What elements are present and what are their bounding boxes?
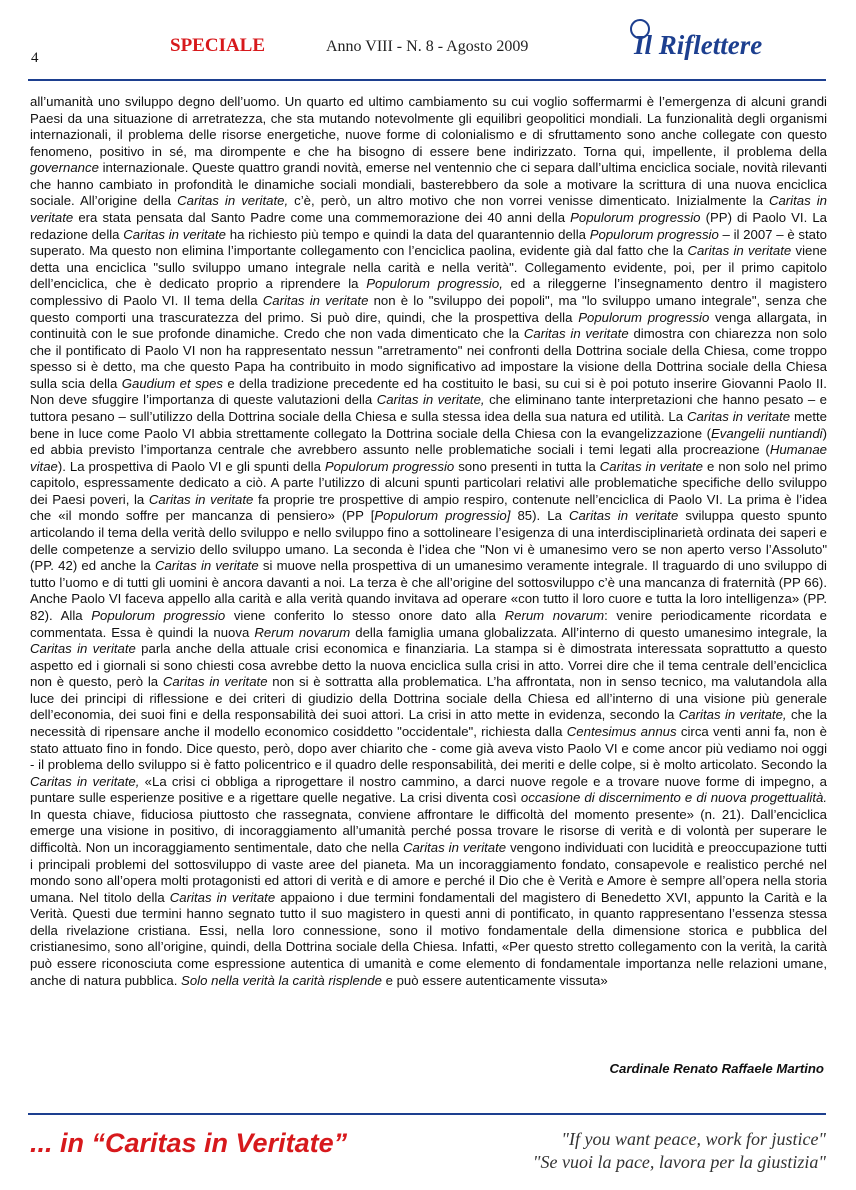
- text-run: sviluppa questo spunto articolando il tema della verità dello sviluppo e nello sviluppo fino a sottolineare l’esigenza di una interdisciplinarietà ordinata dei saperi e delle competenze a servizio dello sviluppo umano. La seconda è l’idea che "Non vi è umanesimo vero se non aperto verso l’Assoluto" (PP. 42) ed anche la: [30, 508, 828, 574]
- article-paragraph: [30, 94, 827, 989]
- italic-run: Caritas in veritate: [148, 491, 254, 507]
- italic-run: governance: [30, 160, 99, 176]
- footer-rule: [28, 1113, 826, 1115]
- text-run: e della tradizione precedente ed ha costituito le basi, su cui si è poi potuto inserire Giovanni Paolo II. Non deve sfuggire l’importanza di queste valutazioni della: [30, 375, 827, 408]
- italic-run: Caritas in veritate,: [177, 193, 289, 209]
- masthead-title: Il Riflettere: [634, 30, 763, 60]
- italic-run: Populorum progressio: [578, 309, 710, 325]
- italic-run: Populorum progressio: [589, 226, 719, 242]
- footer-title: ... in “Caritas in Veritate”: [30, 1128, 348, 1158]
- text-run: della famiglia umana globalizzata. All’interno di questo umanesimo integrale, la: [350, 624, 827, 640]
- italic-run: Caritas in veritate: [687, 408, 791, 424]
- text-run: dimostra con chiarezza non solo che il pontificato di Paolo VI non ha rappresentato nessun "arretramento" nei confronti della Dottrina sociale della Chiesa, come troppo spesso si è detto, ma che questo Papa ha contribuito in modo significativo ad impostare la visione della Dottrina sociale della Chiesa sulla scia della: [30, 326, 827, 391]
- text-run: internazionale. Queste quattro grandi novità, emerse nel ventennio che ci separa dall’ultima enciclica sociale, novità rilevanti che hanno cambiato in profondità le dinamiche sociali mondiali, basterebbero da sole a motivare la scrittura di una nuova enciclica sociale. All’origine della: [30, 160, 827, 209]
- text-run: – il 2007 – è stato superato. Ma questo non elimina l’importante collegamento con l’enciclica paolina, evidente già dal fatto che la: [30, 226, 827, 259]
- text-run: mette bene in luce come Paolo VI abbia strettamente collegato la Dottrina sociale della Chiesa con la evangelizzazione (: [30, 408, 827, 441]
- header-rule: [28, 79, 826, 81]
- italic-run: Populorum progressio: [324, 458, 455, 474]
- italic-run: Gaudium et spes: [121, 375, 223, 391]
- text-run: non è lo "sviluppo dei popoli", ma "lo sviluppo umano integrale", senza che questo comporti una trascuratezza del primo. Si può dire, quindi, che la prospettiva della: [30, 292, 827, 325]
- text-run: sono presenti in tutta la: [454, 458, 600, 474]
- text-run: parla anche della attuale crisi economica e finanziaria. La stampa si è dimostrata interessata soprattutto a questo aspetto ed i giornali si sono chiesti cosa avrebbe detto la nuova enciclica sulla crisi in atto. Vorrei dire che il tema centrale dell’enciclica non è questo, però la: [30, 641, 828, 690]
- italic-run: Caritas in veritate: [30, 193, 828, 226]
- italic-run: occasione di discernimento e di nuova progettualità.: [520, 790, 827, 806]
- italic-run: Rerum novarum: [504, 607, 605, 623]
- text-run: non si è sottratta alla problematica. L’ha affrontata, non in senso tecnico, ma valutandola alla luce dei principi di riflessione e dei criteri di giudizio della Dottrina sociale della Chiesa ed all’interno di una visione più generale dell’economia, dei suoi fini e della responsabilità dei suoi attori. La crisi in atto mette in evidenza, secondo la: [30, 674, 828, 723]
- masthead-logo: [618, 26, 828, 66]
- text-run: «La crisi ci obbliga a riprogettare il nostro cammino, a darci nuove regole e a trovare nuove forme di impegno, a puntare sulle esperienze positive e a rigettare quelle negative. La crisi diventa così: [30, 773, 827, 806]
- italic-run: Caritas in veritate: [687, 243, 792, 259]
- text-run: viene detta una enciclica "sullo sviluppo umano integrale nella carità e nella verità". Collegamento evidente, poi, per il primo capitolo dell’enciclica, che è dedicato proprio a riprendere la: [30, 243, 828, 292]
- italic-run: Populorum progressio: [570, 210, 701, 226]
- italic-run: Evangelii nuntiandi: [711, 425, 823, 441]
- text-run: ed a rileggerne l’insegnamento dentro il magistero complessivo di Paolo VI. Il tema della: [30, 276, 827, 308]
- italic-run: Caritas in veritate: [30, 641, 136, 657]
- italic-run: Humanae vitae: [30, 442, 827, 474]
- text-run: : venire periodicamente ricordata e commentata. Essa è quindi la nuova: [30, 607, 827, 640]
- issue-info: Anno VIII - N. 8 - Agosto 2009: [326, 38, 529, 55]
- italic-run: Caritas in veritate,: [678, 707, 787, 723]
- italic-run: Caritas in veritate: [402, 840, 507, 856]
- page-number: 4: [31, 50, 39, 66]
- text-run: appaiono i due termini fondamentali del magistero di Benedetto XVI, appunto la Carità e la Verità. Questi due termini hanno segnato tutto il suo magistero in questi anni di pontificato, in quanto rappresentano l’essenza stessa della rivelazione cristiana. Essi, nella loro connessione, sono il motivo fondamentale della dimensione storica e pubblica del cristianesimo, sono all’origine, quindi, della Dottrina sociale della Chiesa. Infatti, «Per questo stretto collegamento con la verità, la carità può essere riconosciuta come espressione autentica di umanità e come elemento di fondamentale importanza nelle relazioni umane, anche di natura pubblica.: [30, 889, 828, 988]
- text-run: (PP) di Paolo VI. La redazione della: [30, 210, 827, 242]
- text-run: all’umanità uno sviluppo degno dell’uomo. Un quarto ed ultimo cambiamento su cui voglio soffermarmi è l’emergenza di alcuni grandi Paesi da una situazione di arretratezza, che sta mutando notevolmente gli equilibri geopolitici mondiali. La funzionalità degli organismi internazionali, il problema delle risorse energetiche, nuove forme di colonialismo e di sfruttamento sono anche collegate con questo fenomeno, positivo in sé, ma dirompente e che ha bisogno di essere bene indirizzato. Torna qui, impellente, il problema della: [30, 94, 827, 159]
- text-run: ). La prospettiva di Paolo VI e gli spunti della: [57, 458, 325, 474]
- text-run: vengono individuati con lucidità e preoccupazione tutti i principali problemi del sottosviluppo di vaste aree del pianeta. Ma un incoraggiamento fondato, consapevole e realistico perché nel mondo sono all’opera molti protagonisti ed attori di verità e di amore e perché il Dio che è Verità e Amore è sempre all’opera nella storia umana. Nel titolo della: [30, 840, 827, 905]
- italic-run: Populorum progressio]: [374, 508, 511, 524]
- text-run: si muove nella prospettiva di un umanesimo veramente integrale. Il traguardo di uno sviluppo di tutto l’uomo e di tutti gli uomini è ancora davanti a noi. La terza è che all’origine del sottosviluppo c’è una mancanza di fraternità (PP 66). Anche Paolo VI faceva appello alla carità e alla verità quando invitava ad operare «con tutto il loro cuore e tutta la loro intelligenza» (PP. 82). Alla: [30, 558, 827, 623]
- article-body: [30, 94, 827, 989]
- italic-run: Rerum novarum: [254, 624, 351, 640]
- footer-quote: [466, 1128, 826, 1174]
- text-run: era stata pensata dal Santo Padre come una commemorazione dei 40 anni della: [73, 210, 571, 226]
- italic-run: Centesimus annus: [566, 723, 677, 739]
- italic-run: Caritas in veritate: [123, 226, 226, 242]
- text-run: In questa chiave, fiduciosa piuttosto che rassegnata, conviene affrontare le difficoltà del momento presente» (n. 21). Dall’enciclica emerge una visione in positivo, di incoraggiamento all’umanità perché possa trovare le risorse di verità e di volontà per superare le difficoltà. Non un incoraggiamento sentimentale, dato che nella: [30, 806, 827, 856]
- text-run: ) ed abbia previsto l’importanza centrale che avrebbero assunto nelle problematiche sociali i temi legati alla procreazione (: [30, 425, 827, 458]
- italic-run: Populorum progressio,: [366, 276, 503, 292]
- text-run: fa proprie tre prospettive di ampio respiro, contenute nell’enciclica di Paolo VI. La prima è l’idea che «il mondo soffre per mancanza di pensiero» (PP [: [30, 491, 827, 524]
- section-label: SPECIALE: [170, 35, 266, 56]
- text-run: e può essere autenticamente vissuta»: [381, 972, 608, 988]
- text-run: ha richiesto più tempo e quindi la data del quarantennio della: [226, 226, 590, 242]
- text-run: c’è, però, un altro motivo che non vorrei venisse dimenticato. Inizialmente la: [288, 193, 769, 209]
- italic-run: Caritas in veritate: [262, 292, 369, 308]
- italic-run: Solo nella verità la carità risplende: [181, 972, 382, 988]
- italic-run: Caritas in veritate,: [376, 392, 485, 408]
- italic-run: Caritas in veritate: [523, 326, 629, 342]
- text-run: 85). La: [510, 508, 569, 524]
- italic-run: Caritas in veritate: [162, 674, 268, 690]
- text-run: e non solo nel primo capitolo, espressamente dedicato a ciò. A parte l’utilizzo di alcuni spunti particolari relativi alle problematiche specifiche dello sviluppo dei Paesi poveri, la: [30, 458, 827, 507]
- text-run: venga allargata, in continuità con le sue profonde dinamiche. Credo che non vada dimenticato che la: [30, 309, 828, 342]
- footer-quote-italian: "Se vuoi la pace, lavora per la giustizia": [532, 1152, 826, 1172]
- italic-run: Caritas in veritate: [568, 508, 679, 524]
- italic-run: Caritas in veritate: [154, 558, 259, 574]
- text-run: circa venti anni fa, non è stato attuato fino in fondo. Dice questo, però, dopo aver chiarito che - come già aveva visto Paolo VI e come ancor più vediamo noi oggi - il problema dello sviluppo si è fatto policentrico e il quadro delle responsabilità, dei meriti e delle colpe, si è molto articolato. Secondo la: [30, 723, 827, 773]
- italic-run: Caritas in veritate: [169, 889, 276, 905]
- italic-run: Caritas in veritate: [599, 458, 704, 474]
- text-run: viene conferito lo stesso onore dato alla: [225, 607, 505, 623]
- text-run: che eliminano tante interpretazioni che hanno pesato – e tuttora pesano – sull’utilizzo della Dottrina sociale della Chiesa e sulla stessa idea della sua natura ed utilità. La: [30, 392, 827, 424]
- footer-quote-english: "If you want peace, work for justice": [561, 1129, 826, 1149]
- italic-run: Populorum progressio: [91, 607, 226, 623]
- article-signature: Cardinale Renato Raffaele Martino: [609, 1061, 824, 1076]
- italic-run: Caritas in veritate,: [30, 773, 140, 789]
- text-run: che la necessità di ripensare anche il modello economico cosiddetto "occidentale", richiesta dalla: [30, 707, 827, 739]
